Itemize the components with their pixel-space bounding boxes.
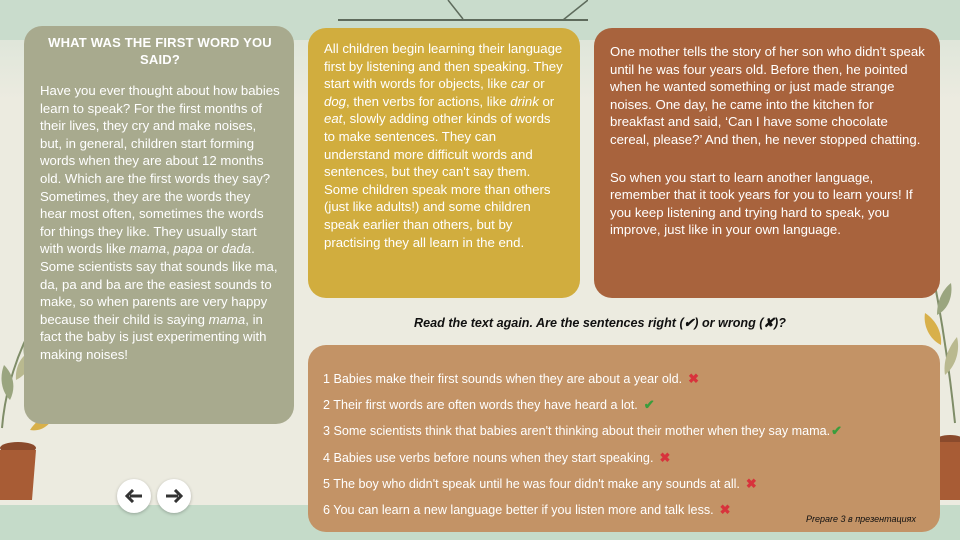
emphasis-word: eat	[324, 111, 343, 127]
cross-mark-icon: ✖	[688, 371, 700, 386]
emphasis-word: dog	[324, 93, 347, 109]
intro-paragraph	[40, 82, 280, 364]
check-mark-icon: ✔	[643, 397, 655, 412]
quiz-item-text: 5 The boy who didn't speak until he was four didn't make any sounds at all.	[323, 477, 740, 491]
quiz-item-text: 2 Their first words are often words they have heard a lot.	[323, 398, 638, 412]
story-paragraph: One mother tells the story of her son who didn't speak until he was four years old. Before then, he pointed when he wanted something or just made strange noises. One day, he came into the kitchen for breakfast and said, ‘Can I have some chocolate cereal, please?’ And then, he never stopped chatting.	[610, 44, 925, 147]
learning-text-part: , slowly adding other kinds of words to make sentences. They can understand more difficult words and sentences, but they can't say them. Some children speak more than others (just like adults!) and some children speak earlier than others, but by practising they all learn in the end.	[324, 111, 551, 250]
emphasis-word: dada	[221, 241, 252, 257]
learning-text-card	[308, 28, 580, 298]
quiz-item-text: 1 Babies make their first sounds when they are about a year old.	[323, 372, 683, 386]
learning-text-part: All children begin learning their language first by listening and then speaking. They start with words for objects, like	[324, 41, 563, 92]
quiz-item	[323, 396, 655, 415]
quiz-item	[323, 475, 757, 494]
advice-paragraph: So when you start to learn another language, remember that it took years for you to learn yours! If you keep listening and trying hard to speak, you improve, just like in your own language.	[610, 169, 913, 238]
arrow-right-icon	[165, 489, 183, 503]
intro-text-part: . Some scientists say that sounds like ma, da, pa and ba are the easiest sounds to make, so when parents are very happy because their child is saying	[40, 241, 278, 327]
quiz-item-text: 6 You can learn a new language better if you listen more and talk less.	[323, 503, 714, 517]
emphasis-word: car	[510, 76, 530, 92]
quiz-item	[323, 422, 842, 441]
intro-text-card	[24, 26, 294, 424]
cross-mark-icon: ✖	[745, 476, 757, 491]
quiz-item-text: 3 Some scientists think that babies aren't thinking about their mother when they say mama.	[323, 424, 831, 438]
quiz-item-text: 4 Babies use verbs before nouns when they start speaking.	[323, 451, 654, 465]
check-mark-icon: ✔	[831, 423, 843, 438]
quiz-item	[323, 501, 731, 520]
separator-text: ,	[166, 241, 174, 257]
arrow-left-icon	[125, 489, 143, 503]
next-slide-button[interactable]	[157, 479, 191, 513]
intro-text-part: , in fact the baby is just experimenting with making noises!	[40, 311, 267, 362]
quiz-item	[323, 370, 699, 389]
story-text-card	[594, 28, 940, 298]
quiz-card	[308, 345, 940, 532]
emphasis-word: mama	[208, 311, 246, 327]
previous-slide-button[interactable]	[117, 479, 151, 513]
emphasis-word: drink	[510, 93, 539, 109]
emphasis-word: papa	[173, 241, 203, 257]
hanging-frame-icon	[338, 0, 588, 22]
learning-text-part: , then verbs for actions, like	[346, 93, 511, 109]
intro-text-part: Have you ever thought about how babies learn to speak? For the first months of their lives, they cry and make noises, but, in general, children start forming words when they are about 12 months old. Which are the first words they say? Sometimes, they are the words they hear most often, sometimes the words for things they like. They usually start with words like	[40, 83, 280, 257]
source-footnote: Prepare 3 в презентациях	[806, 514, 916, 525]
learning-paragraph	[324, 40, 564, 251]
separator-text: or	[538, 93, 555, 109]
quiz-item	[323, 449, 670, 468]
cross-mark-icon: ✖	[719, 502, 731, 517]
card-title: WHAT WAS THE FIRST WORD YOU SAID?	[48, 35, 272, 67]
exercise-instruction: Read the text again. Are the sentences right (✔) or wrong (✘)?	[414, 316, 786, 330]
cross-mark-icon: ✖	[659, 450, 671, 465]
separator-text: or	[202, 241, 222, 257]
emphasis-word: mama	[129, 241, 167, 257]
separator-text: or	[529, 76, 545, 92]
